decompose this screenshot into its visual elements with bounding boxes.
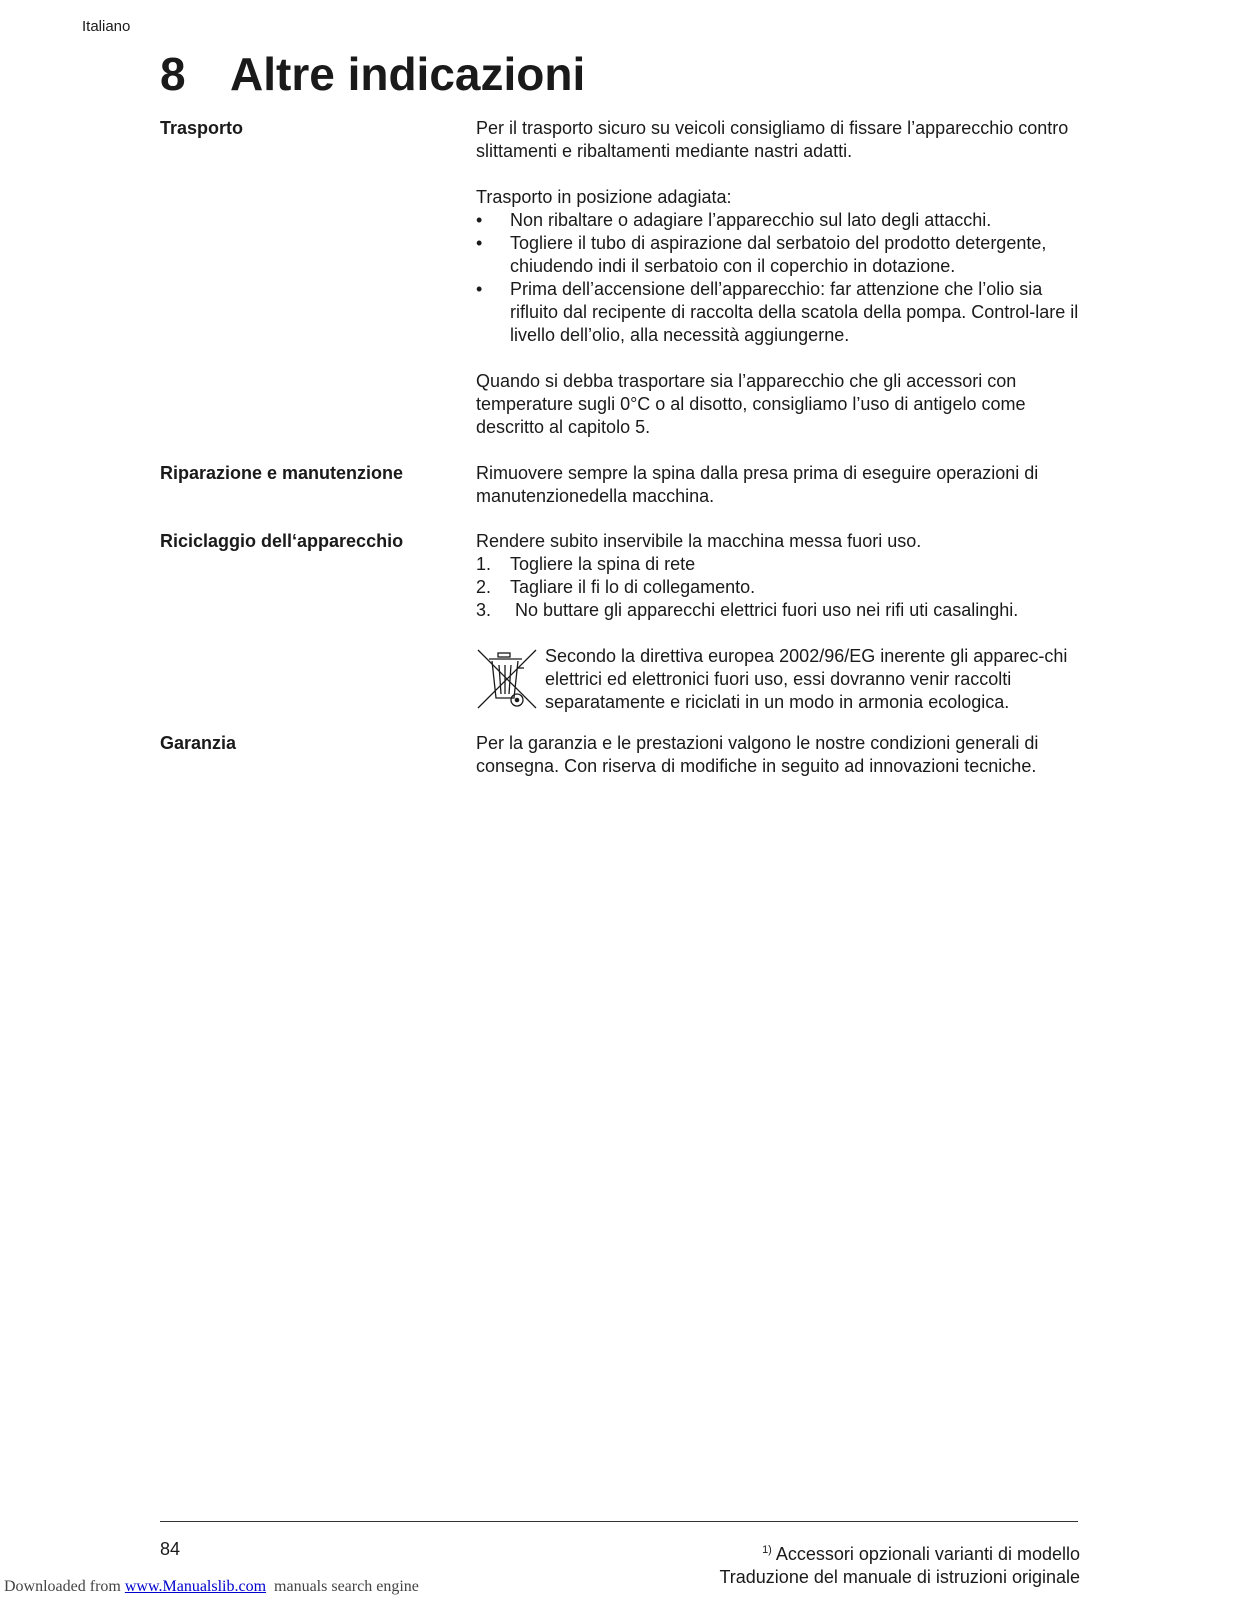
watermark-suffix: manuals search engine (266, 1578, 419, 1595)
footnote-text: Accessori opzionali varianti di modello (771, 1544, 1080, 1564)
footnote (719, 1539, 1080, 1566)
weee-crossed-bin-icon (476, 648, 538, 710)
list-item (476, 553, 1086, 576)
list-item (476, 278, 1086, 347)
transport-frost-note: Quando si debba trasportare sia l’apparecchio che gli accessori con temperature sugli 0°C o al disotto, consigliamo l’uso di antigelo come descritto al capitolo 5. (476, 371, 1026, 437)
chapter-number: 8 (160, 48, 186, 100)
bullet-marker: • (476, 233, 483, 253)
transport-lying-title: Trasporto in posizione adagiata: (476, 187, 732, 207)
warranty-text: Per la garanzia e le prestazioni valgono le nostre condizioni generali di consegna. Con riserva di modifiche in seguito ad innovazioni tecniche. (476, 733, 1039, 776)
download-watermark (4, 1578, 419, 1596)
recycling-content (476, 530, 1086, 622)
footer-divider (160, 1521, 1078, 1522)
manualslib-link[interactable]: www.Manualslib.com (124, 1578, 267, 1595)
footer-notes (719, 1539, 1080, 1589)
weee-directive-note: Secondo la direttiva europea 2002/96/EG inerente gli apparec-chi elettrici ed elettronici fuori uso, essi dovranno venir raccolti separatamente e riciclati in un modo in armonia ecologica. (545, 646, 1068, 712)
bullet-text: Prima dell’accensione dell’apparecchio: far attenzione che l’olio sia rifluito dal recipente di raccolta della scatola della pompa. Control-lare il livello dell’olio, alla necessità aggiungerne. (510, 279, 1079, 345)
list-item (476, 576, 1086, 599)
step-text: Togliere la spina di rete (510, 554, 696, 574)
watermark-prefix: Downloaded from (4, 1578, 125, 1595)
bullet-text: Non ribaltare o adagiare l’apparecchio sul lato degli attacchi. (510, 210, 992, 230)
bullet-marker: • (476, 279, 483, 299)
step-number: 1. (476, 554, 492, 574)
chapter-title: Altre indicazioni (230, 48, 586, 100)
step-text: No buttare gli apparecchi elettrici fuori uso nei rifi uti casalinghi. (510, 600, 1019, 620)
page-number: 84 (160, 1539, 181, 1559)
bullet-marker: • (476, 210, 483, 230)
chapter-heading (160, 44, 585, 104)
section-label-transport: Trasporto (160, 118, 244, 138)
language-label: Italiano (82, 18, 131, 35)
section-label-recycling: Riciclaggio dell‘apparecchio (160, 531, 404, 551)
warranty-content (476, 732, 1086, 778)
repair-content (476, 462, 1086, 508)
list-item (476, 232, 1086, 278)
step-number: 2. (476, 577, 492, 597)
step-text: Tagliare il fi lo di collegamento. (510, 577, 756, 597)
section-label-repair: Riparazione e manutenzione (160, 463, 404, 483)
bullet-text: Togliere il tubo di aspirazione dal serbatoio del prodotto detergente, chiudendo indi il serbatoio con il coperchio in dotazione. (510, 233, 1047, 276)
repair-text: Rimuovere sempre la spina dalla presa prima di eseguire operazioni di manutenzionedella macchina. (476, 463, 1039, 506)
section-label-warranty: Garanzia (160, 733, 237, 753)
transport-intro: Per il trasporto sicuro su veicoli consigliamo di fissare l’apparecchio contro slittamenti e ribaltamenti mediante nastri adatti. (476, 118, 1069, 161)
footnote-mark: 1) (762, 1544, 772, 1556)
list-item (476, 599, 1086, 622)
list-item (476, 209, 1086, 232)
translation-note: Traduzione del manuale di istruzioni originale (719, 1567, 1080, 1587)
transport-content (476, 117, 1086, 439)
recycling-intro: Rendere subito inservibile la macchina messa fuori uso. (476, 531, 922, 551)
step-number: 3. (476, 600, 492, 620)
